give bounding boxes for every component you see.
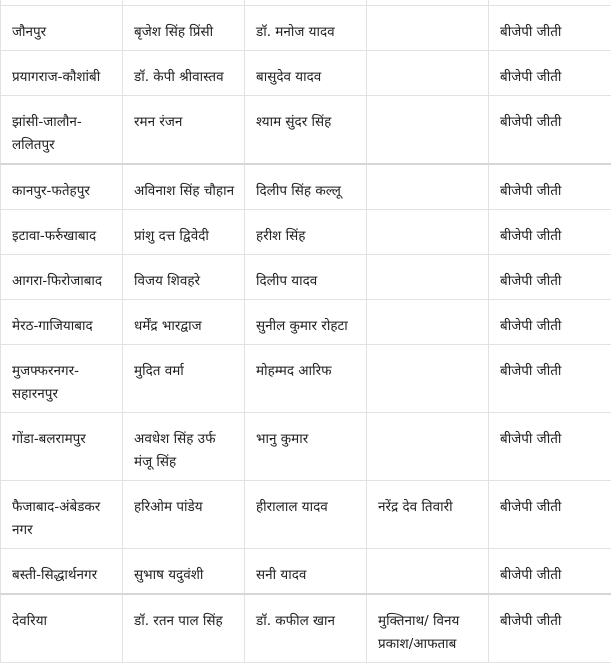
candidate-cell: डॉ. कफील खान — [245, 594, 367, 663]
result-cell: बीजेपी जीती — [489, 300, 611, 345]
candidate-cell: सुभाष यदुवंशी — [123, 549, 245, 595]
seat-cell: मुजफ्फरनगर-सहारनपुर — [1, 345, 123, 413]
table-row — [1, 481, 611, 549]
result-cell: बीजेपी जीती — [489, 255, 611, 300]
seat-cell: बस्ती-सिद्धार्थनगर — [1, 549, 123, 595]
seat-cell: गोंडा-बलरामपुर — [1, 413, 123, 481]
table-row — [1, 345, 611, 413]
candidate-cell — [367, 549, 489, 595]
candidate-cell: डॉ. केपी श्रीवास्तव — [123, 51, 245, 96]
seat-cell: मेरठ-गाजियाबाद — [1, 300, 123, 345]
candidate-cell: भानु कुमार — [245, 413, 367, 481]
candidate-cell — [367, 300, 489, 345]
table-row — [1, 255, 611, 300]
candidate-cell: मोहम्मद आरिफ — [245, 345, 367, 413]
seat-cell: प्रयागराज-कौशांबी — [1, 51, 123, 96]
candidate-cell: प्रांशु दत्त द्विवेदी — [123, 210, 245, 255]
candidate-cell — [367, 413, 489, 481]
result-cell: बीजेपी जीती — [489, 413, 611, 481]
table-row — [1, 96, 611, 165]
candidate-cell: अवधेश सिंह उर्फ मंजू सिंह — [123, 413, 245, 481]
candidate-cell — [367, 96, 489, 165]
candidate-cell: सनी यादव — [245, 549, 367, 595]
candidate-cell: दिलीप सिंह कल्लू — [245, 164, 367, 210]
table-row — [1, 51, 611, 96]
candidate-cell: नरेंद्र देव तिवारी — [367, 481, 489, 549]
candidate-cell: विजय शिवहरे — [123, 255, 245, 300]
candidate-cell: श्याम सुंदर सिंह — [245, 96, 367, 165]
seat-cell: इटावा-फर्रुखाबाद — [1, 210, 123, 255]
candidate-cell — [367, 51, 489, 96]
result-cell: बीजेपी जीती — [489, 345, 611, 413]
candidate-cell — [367, 6, 489, 51]
seat-cell: देवरिया — [1, 594, 123, 663]
candidate-cell: दिलीप यादव — [245, 255, 367, 300]
candidate-cell: डॉ. रतन पाल सिंह — [123, 594, 245, 663]
result-cell: बीजेपी जीती — [489, 549, 611, 595]
candidate-cell: हरीश सिंह — [245, 210, 367, 255]
seat-cell: फैजाबाद-अंबेडकर नगर — [1, 481, 123, 549]
table-row — [1, 300, 611, 345]
candidate-cell: धर्मेंद्र भारद्वाज — [123, 300, 245, 345]
table-row — [1, 594, 611, 663]
candidate-cell: रमन रंजन — [123, 96, 245, 165]
candidate-cell — [367, 345, 489, 413]
result-cell: बीजेपी जीती — [489, 594, 611, 663]
candidate-cell — [367, 164, 489, 210]
candidate-cell: मुदित वर्मा — [123, 345, 245, 413]
result-cell: बीजेपी जीती — [489, 6, 611, 51]
result-cell: बीजेपी जीती — [489, 51, 611, 96]
table-row — [1, 6, 611, 51]
candidate-cell — [367, 210, 489, 255]
candidate-cell: डॉ. मनोज यादव — [245, 6, 367, 51]
seat-cell: झांसी-जालौन-ललितपुर — [1, 96, 123, 165]
table-row — [1, 549, 611, 595]
candidate-cell: अविनाश सिंह चौहान — [123, 164, 245, 210]
table-row — [1, 164, 611, 210]
seat-cell: कानपुर-फतेहपुर — [1, 164, 123, 210]
result-cell: बीजेपी जीती — [489, 210, 611, 255]
table-row — [1, 413, 611, 481]
seat-cell: जौनपुर — [1, 6, 123, 51]
candidate-cell: हरिओम पांडेय — [123, 481, 245, 549]
candidate-cell — [367, 255, 489, 300]
result-cell: बीजेपी जीती — [489, 164, 611, 210]
result-cell: बीजेपी जीती — [489, 96, 611, 165]
result-cell: बीजेपी जीती — [489, 481, 611, 549]
candidate-cell: बृजेश सिंह प्रिंसी — [123, 6, 245, 51]
seat-cell: आगरा-फिरोजाबाद — [1, 255, 123, 300]
candidate-cell: सुनील कुमार रोहटा — [245, 300, 367, 345]
candidate-cell: बासुदेव यादव — [245, 51, 367, 96]
candidate-cell: मुक्तिनाथ/ विनय प्रकाश/आफताब — [367, 594, 489, 663]
candidate-cell: हीरालाल यादव — [245, 481, 367, 549]
table-row — [1, 210, 611, 255]
